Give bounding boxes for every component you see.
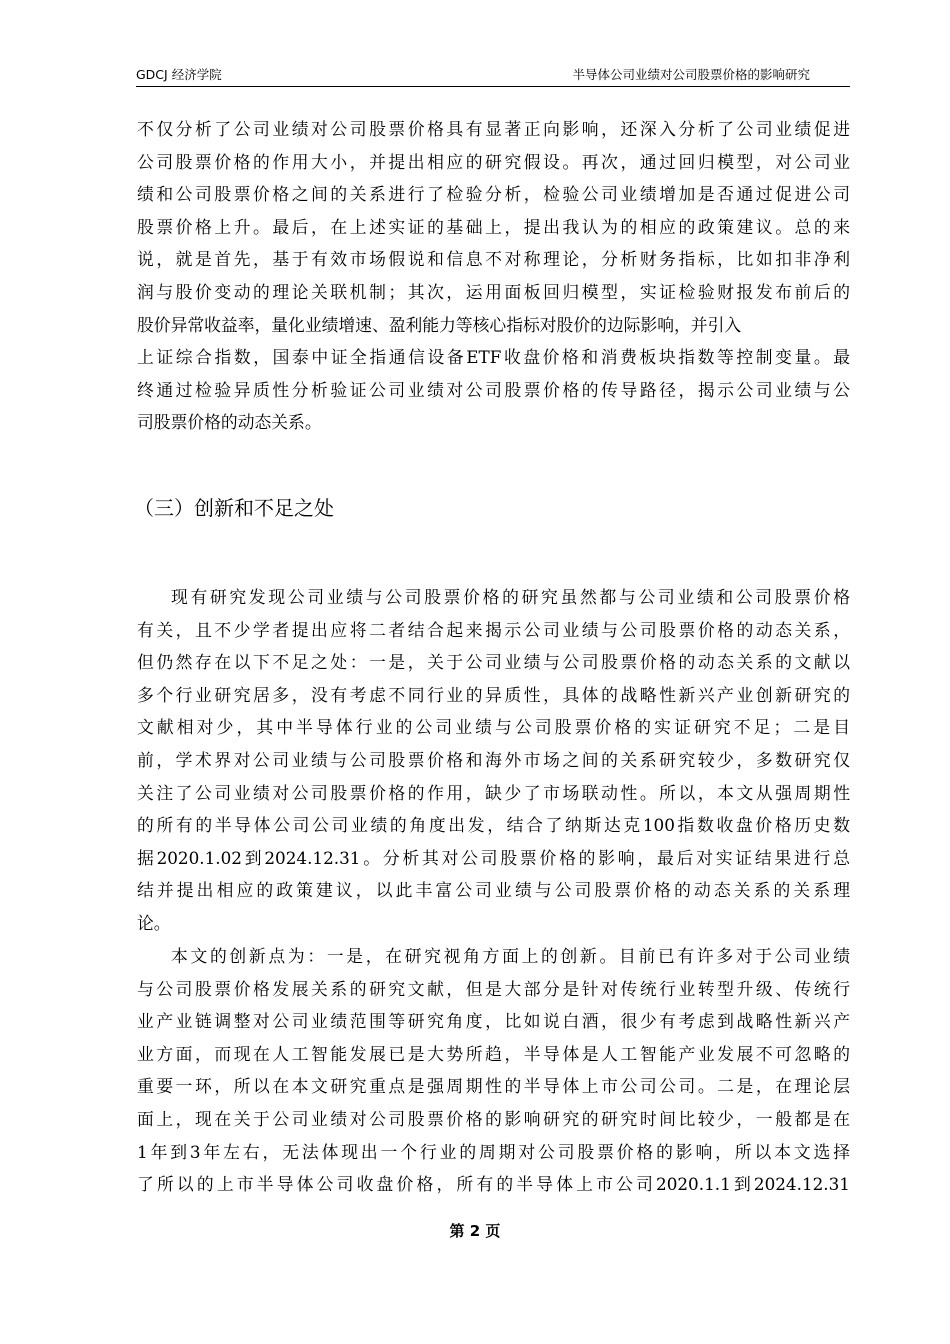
text-line: 重要一环，所以在本文研究重点是强周期性的半导体上市公司公司。二是，在理论层 — [137, 1076, 850, 1097]
innovation-paragraph — [137, 940, 850, 1201]
text-line: 润与股价变动的理论关联机制；其次，运用面板回归模型，实证检验财报发布前后的 — [137, 281, 850, 302]
text-line: 但仍然存在以下不足之处：一是，关于公司业绩与公司股票价格的动态关系的文献以 — [137, 652, 850, 673]
text-line: 论。 — [137, 912, 171, 933]
page-number: 第 2 页 — [449, 1222, 501, 1240]
text-line: 与公司股票价格发展关系的研究文献，但是大部分是针对传统行业转型升级、传统行 — [137, 978, 850, 999]
text-line: 终通过检验异质性分析验证公司业绩对公司股票价格的传导路径，揭示公司业绩与公 — [137, 379, 850, 400]
header-institution: GDCJ 经济学院 — [136, 67, 222, 82]
text-line: 有关，且不少学者提出应将二者结合起来揭示公司业绩与公司股票价格的动态关系， — [137, 619, 850, 640]
text-line: 股票价格上升。最后，在上述实证的基础上，提出我认为的相应的政策建议。总的来 — [137, 216, 850, 237]
text-line: 文献相对少，其中半导体行业的公司业绩与公司股票价格的实证研究不足；二是目 — [137, 717, 850, 738]
header-paper-title: 半导体公司业绩对公司股票价格的影响研究 — [572, 67, 810, 82]
text-line: 绩和公司股票价格之间的关系进行了检验分析，检验公司业绩增加是否通过促进公司 — [137, 184, 850, 205]
text-line: 1年到3年左右，无法体现出一个行业的周期对公司股票价格的影响，所以本文选择 — [137, 1141, 850, 1162]
text-line: 股价异常收益率，量化业绩增速、盈利能力等核心指标对股价的边际影响，并引入 — [137, 314, 742, 335]
text-line: 结并提出相应的政策建议，以此丰富公司业绩与公司股票价格的动态关系的关系理 — [137, 880, 850, 901]
text-line: 业方面，而现在人工智能发展已是大势所趋，半导体是人工智能产业发展不可忽略的 — [137, 1043, 850, 1064]
text-line: 说，就是首先，基于有效市场假说和信息不对称理论，分析财务指标，比如扣非净利 — [137, 249, 850, 270]
text-line: 前，学术界对公司业绩与公司股票价格和海外市场之间的关系研究较少，多数研究仅 — [137, 749, 850, 770]
page-header — [136, 66, 850, 87]
text-line: 本文的创新点为：一是，在研究视角方面上的创新。目前已有许多对于公司业绩 — [171, 946, 850, 966]
intro-paragraph — [137, 113, 850, 439]
text-line: 现有研究发现公司业绩与公司股票价格的研究虽然都与公司业绩和公司股票价格 — [171, 587, 850, 607]
text-line: 多个行业研究居多，没有考虑不同行业的异质性，具体的战略性新兴产业创新研究的 — [137, 684, 850, 705]
text-line: 业产业链调整对公司业绩范围等研究角度，比如说白酒，很少有考虑到战略性新兴产 — [137, 1011, 850, 1032]
text-line: 了所以的上市半导体公司收盘价格，所有的半导体上市公司2020.1.1到2024.12.31 — [137, 1174, 850, 1195]
text-line: 司股票价格的动态关系。 — [137, 412, 322, 433]
text-line: 据2020.1.02到2024.12.31。分析其对公司股票价格的影响，最后对实证结果进行总 — [137, 847, 850, 868]
text-line: 公司股票价格的作用大小，并提出相应的研究假设。再次，通过回归模型，对公司业 — [137, 151, 850, 172]
text-line: 关注了公司业绩对公司股票价格的作用，缺少了市场联动性。所以，本文从强周期性 — [137, 782, 850, 803]
text-line: 不仅分析了公司业绩对公司股票价格具有显著正向影响，还深入分析了公司业绩促进 — [137, 119, 850, 139]
shortcomings-paragraph — [137, 581, 850, 940]
text-line: 上证综合指数，国泰中证全指通信设备ETF收盘价格和消费板块指数等控制变量。最 — [137, 347, 850, 368]
section-heading: （三）创新和不足之处 — [134, 496, 334, 520]
text-line: 面上，现在关于公司业绩对公司股票价格的影响研究的研究时间比较少，一般都是在 — [137, 1108, 850, 1129]
text-line: 的所有的半导体公司公司业绩的角度出发，结合了纳斯达克100指数收盘价格历史数 — [137, 815, 850, 836]
